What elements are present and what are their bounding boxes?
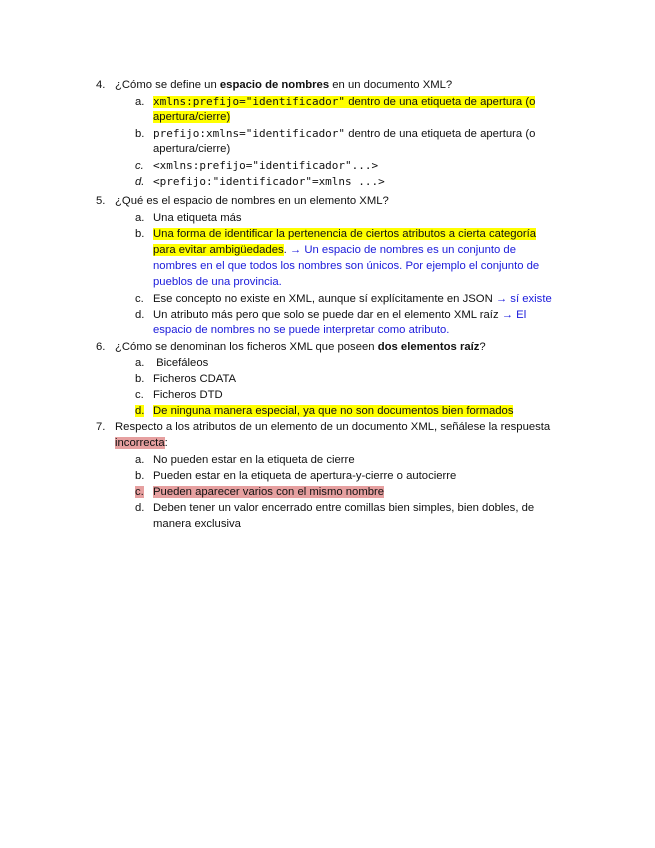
q4-c-letter: c. [135, 160, 144, 172]
q6-number: 6. [96, 341, 106, 353]
q6-text: ¿Cómo se denominan los ficheros XML que poseen dos elementos raíz? [115, 341, 486, 353]
q5-d-letter: d. [135, 309, 145, 321]
q7-b-option: Pueden estar en la etiqueta de apertura-y-cierre o autocierre [153, 470, 457, 482]
q7-a-letter: a. [135, 454, 145, 466]
q4-c-option: <xmlns:prefijo="identificador"...> [153, 159, 379, 172]
q7-text-cont: incorrecta: [115, 437, 168, 449]
q5-number: 5. [96, 195, 106, 207]
q4-b-option-cont: apertura/cierre) [153, 143, 231, 155]
q5-text: ¿Qué es el espacio de nombres en un elemento XML? [115, 195, 389, 207]
q6-b-letter: b. [135, 373, 145, 385]
q6-d-letter: d. [135, 405, 145, 417]
q5-c-option: Ese concepto no existe en XML, aunque sí explícitamente en JSON → sí existe [153, 293, 552, 305]
q7-d-option-cont: manera exclusiva [153, 518, 241, 530]
q7-c-option: Pueden aparecer varios con el mismo nombre [153, 486, 385, 498]
q7-a-option: No pueden estar en la etiqueta de cierre [153, 454, 355, 466]
q7-d-option: Deben tener un valor encerrado entre comillas bien simples, bien dobles, de [153, 502, 535, 514]
q4-number: 4. [96, 79, 106, 91]
q5-b-note-cont: pueblos de una provincia. [153, 276, 282, 288]
q6-c-letter: c. [135, 389, 144, 401]
q7-d-letter: d. [135, 502, 145, 514]
q4-a-letter: a. [135, 96, 145, 108]
q4-d-letter: d. [135, 176, 145, 188]
q7-text: Respecto a los atributos de un elemento de un documento XML, señálese la respuesta [115, 421, 551, 433]
q4-b-option: prefijo:xmlns="identificador" dentro de una etiqueta de apertura (o [153, 127, 536, 140]
q5-c-letter: c. [135, 293, 144, 305]
q5-b-option: Una forma de identificar la pertenencia de ciertos atributos a cierta categoría [153, 228, 537, 240]
q4-a-option: xmlns:prefijo="identificador" dentro de una etiqueta de apertura (o [153, 95, 536, 108]
q5-b-note: nombres en el que todos los nombres son únicos. Por ejemplo el conjunto de [153, 260, 540, 272]
q4-a-option-cont: apertura/cierre) [153, 111, 231, 123]
q5-b-option-cont: para evitar ambigüedades. → Un espacio de nombres es un conjunto de [153, 244, 516, 256]
q4-b-letter: b. [135, 128, 145, 140]
q6-a-letter: a. [135, 357, 145, 369]
q6-a-option: Bicefáleos [153, 357, 209, 369]
q7-number: 7. [96, 421, 106, 433]
q7-c-letter: c. [135, 486, 144, 498]
q6-c-option: Ficheros DTD [153, 389, 223, 401]
q6-b-option: Ficheros CDATA [153, 373, 237, 385]
q5-a-letter: a. [135, 212, 145, 224]
q4-d-option: <prefijo:"identificador"=xmlns ...> [153, 175, 385, 188]
q5-d-option: Un atributo más pero que solo se puede dar en el elemento XML raíz → El [153, 309, 527, 321]
q5-b-letter: b. [135, 228, 145, 240]
q6-d-option: De ninguna manera especial, ya que no son documentos bien formados [153, 405, 514, 417]
q7-b-letter: b. [135, 470, 145, 482]
q5-a-option: Una etiqueta más [153, 212, 242, 224]
q4-text: ¿Cómo se define un espacio de nombres en un documento XML? [115, 79, 453, 91]
q5-d-note: espacio de nombres no se puede interpretar como atributo. [153, 324, 450, 336]
